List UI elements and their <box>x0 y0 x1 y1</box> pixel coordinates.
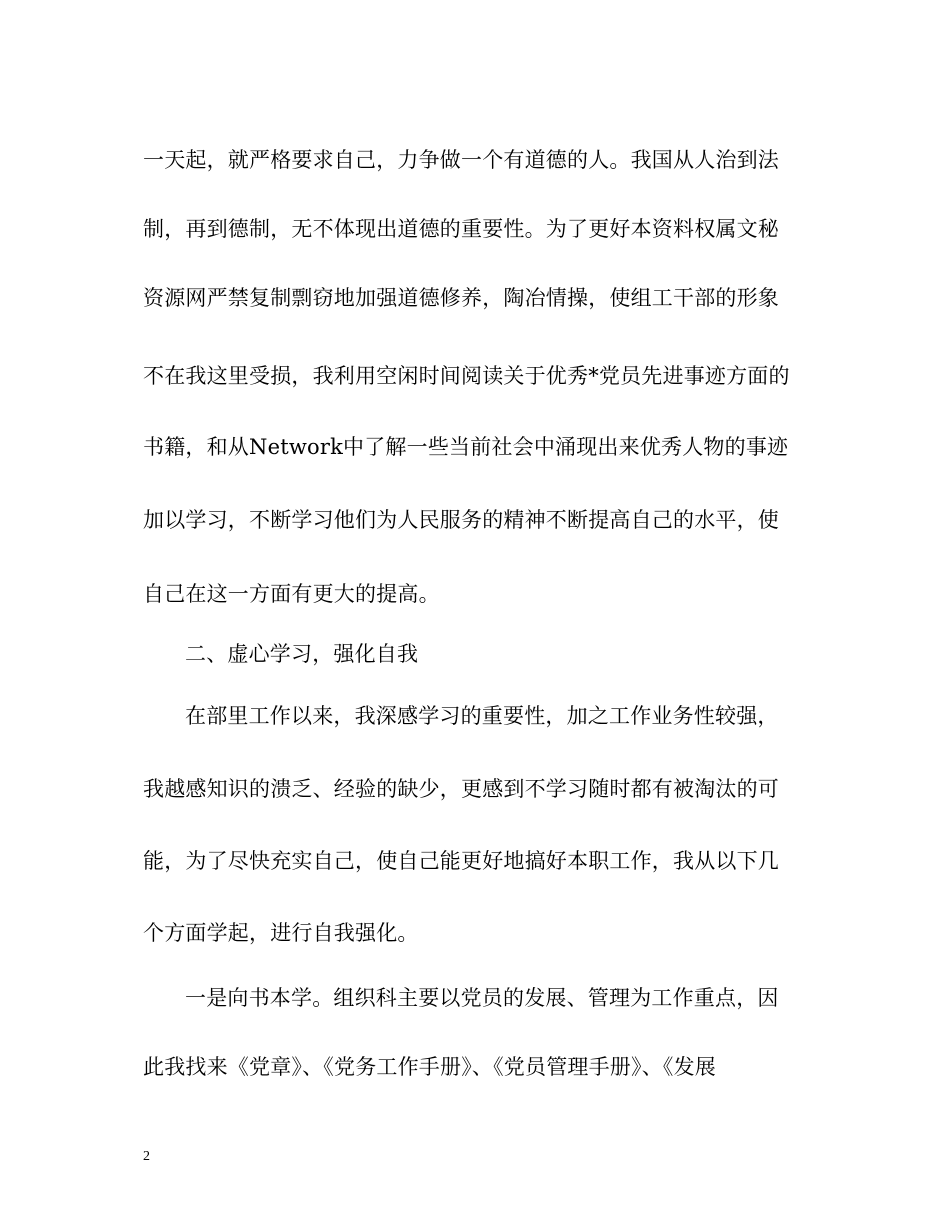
text-line-12: 个方面学起，进行自我强化。 <box>143 921 419 945</box>
text-line-5: 书籍，和从Network中了解一些当前社会中涌现出来优秀人物的事迹 <box>143 435 789 459</box>
text-line-7: 自己在这一方面有更大的提高。 <box>143 582 440 606</box>
text-line-10: 我越感知识的溃乏、经验的缺少，更感到不学习随时都有被淘汰的可 <box>143 777 779 801</box>
text-line-1: 一天起，就严格要求自己，力争做一个有道德的人。我国从人治到法 <box>143 148 779 172</box>
text-line-2: 制，再到德制，无不体现出道德的重要性。为了更好本资料权属文秘 <box>143 217 779 241</box>
text-line-3: 资源网严禁复制剽窃地加强道德修养，陶冶情操，使组工干部的形象 <box>143 286 779 310</box>
section-heading: 二、虚心学习，强化自我 <box>185 642 419 666</box>
text-line-13: 一是向书本学。组织科主要以党员的发展、管理为工作重点，因 <box>185 986 779 1010</box>
text-line-4: 不在我这里受损，我利用空闲时间阅读关于优秀*党员先进事迹方面的 <box>143 364 790 388</box>
text-line-11: 能，为了尽快充实自己，使自己能更好地搞好本职工作，我从以下几 <box>143 849 779 873</box>
text-line-14: 此我找来《党章》、《党务工作手册》、《党员管理手册》、《发展 <box>143 1055 716 1079</box>
text-line-9: 在部里工作以来，我深感学习的重要性，加之工作业务性较强， <box>185 704 779 728</box>
text-line-6: 加以学习，不断学习他们为人民服务的精神不断提高自己的水平，使 <box>143 508 779 532</box>
page-number: 2 <box>143 1149 150 1164</box>
